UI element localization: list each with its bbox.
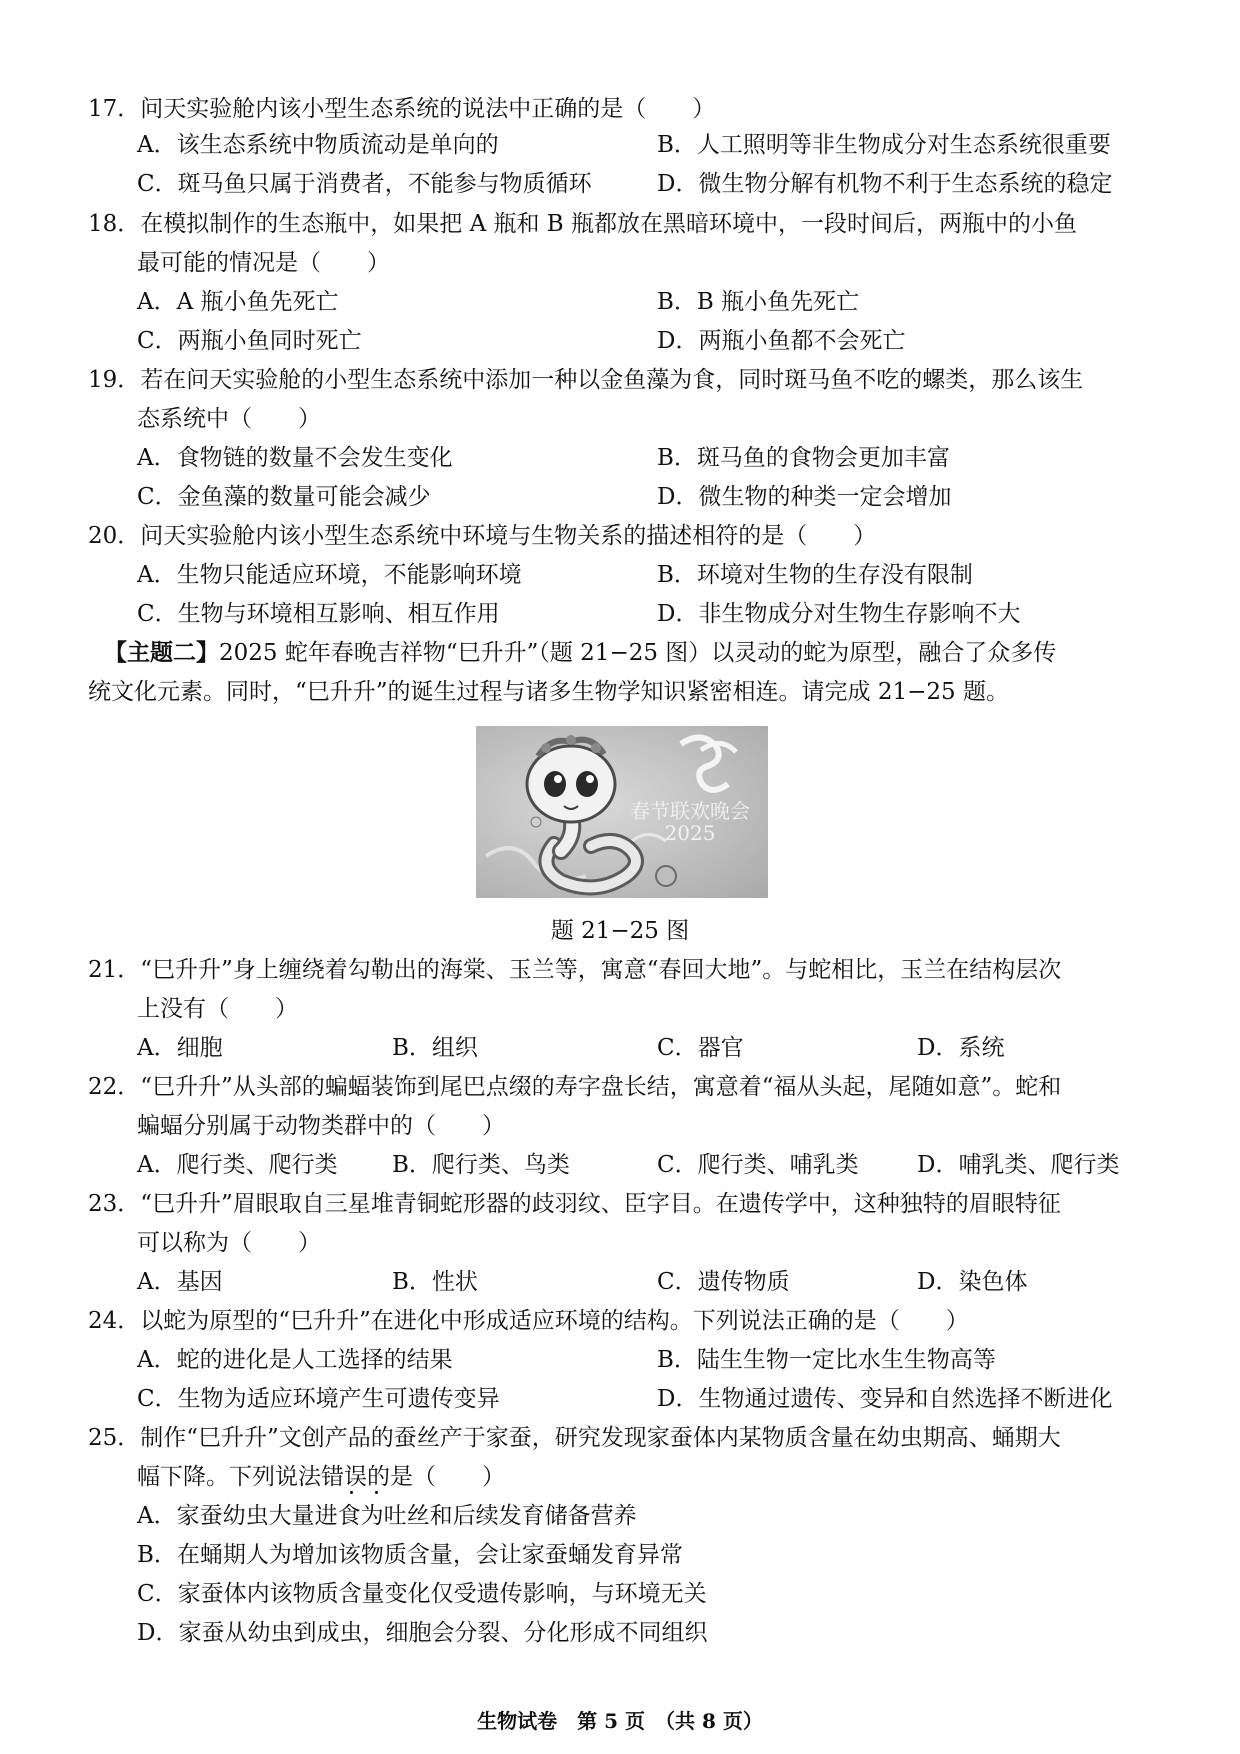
gala-watermark — [630, 800, 750, 844]
q22-stem-line2: 蝙蝠分别属于动物类群中的（ ） — [137, 1113, 505, 1139]
theme2-line1 — [104, 638, 1056, 668]
q20-option-c: C．生物与环境相互影响、相互作用 — [137, 601, 500, 627]
q21-option-c: C．器官 — [657, 1035, 744, 1061]
q21-option-a: A．细胞 — [137, 1035, 223, 1061]
mascot-figure — [476, 726, 768, 898]
q20-option-d: D．非生物成分对生物生存影响不大 — [657, 601, 1021, 627]
q18-option-a: A．A 瓶小鱼先死亡 — [137, 289, 339, 315]
figure-caption: 题 21−25 图 — [550, 918, 690, 944]
theme2-text1: 2025 蛇年春晚吉祥物“巳升升”（题 21−25 图）以灵动的蛇为原型，融合了众多传 — [219, 640, 1057, 666]
theme2-line2: 统文化元素。同时，“巳升升”的诞生过程与诸多生物学知识紧密相连。请完成 21−25 题。 — [88, 679, 1009, 705]
q25-option-b: B．在蛹期人为增加该物质含量，会让家蚕蛹发育异常 — [137, 1542, 683, 1568]
q22-option-c: C．爬行类、哺乳类 — [657, 1152, 859, 1178]
q24-option-c: C．生物为适应环境产生可遗传变异 — [137, 1386, 500, 1412]
q22-option-d: D．哺乳类、爬行类 — [917, 1152, 1120, 1178]
q17-option-a: A．该生态系统中物质流动是单向的 — [137, 132, 499, 158]
q21-stem-line2: 上没有（ ） — [137, 996, 298, 1022]
q22-option-a: A．爬行类、爬行类 — [137, 1152, 338, 1178]
q19-option-a: A．食物链的数量不会发生变化 — [137, 445, 453, 471]
q23-option-c: C．遗传物质 — [657, 1269, 790, 1295]
q18-option-c: C．两瓶小鱼同时死亡 — [137, 328, 362, 354]
emphasis-dot — [375, 1491, 378, 1494]
q17-stem: 17．问天实验舱内该小型生态系统的说法中正确的是（ ） — [88, 96, 716, 122]
q19-option-c: C．金鱼藻的数量可能会减少 — [137, 484, 431, 510]
q22-stem-line1: 22．“巳升升”从头部的蝙蝠装饰到尾巴点缀的寿字盘长结，寓意着“福从头起，尾随如意”。蛇和 — [88, 1074, 1062, 1100]
q18-option-d: D．两瓶小鱼都不会死亡 — [657, 328, 906, 354]
q20-stem: 20．问天实验舱内该小型生态系统中环境与生物关系的描述相符的是（ ） — [88, 523, 877, 549]
q19-option-b: B．斑马鱼的食物会更加丰富 — [657, 445, 950, 471]
q25-stem-line2: 幅下降。下列说法错误的是（ ） — [137, 1464, 505, 1490]
q25-option-a: A．家蚕幼虫大量进食为吐丝和后续发育储备营养 — [137, 1503, 637, 1529]
theme2-label: 【主题二】 — [104, 639, 219, 666]
q23-option-b: B．性状 — [392, 1269, 478, 1295]
q22-option-b: B．爬行类、鸟类 — [392, 1152, 570, 1178]
q24-option-b: B．陆生生物一定比水生生物高等 — [657, 1347, 996, 1373]
q19-stem-line2: 态系统中（ ） — [137, 406, 321, 432]
q18-stem-line1: 18．在模拟制作的生态瓶中，如果把 A 瓶和 B 瓶都放在黑暗环境中，一段时间后，两瓶中的小鱼 — [88, 211, 1078, 237]
q19-option-d: D．微生物的种类一定会增加 — [657, 484, 952, 510]
q17-option-c: C．斑马鱼只属于消费者，不能参与物质循环 — [137, 171, 592, 197]
q24-option-d: D．生物通过遗传、变异和自然选择不断进化 — [657, 1386, 1113, 1412]
q23-stem-line2: 可以称为（ ） — [137, 1230, 321, 1256]
q20-option-b: B．环境对生物的生存没有限制 — [657, 562, 973, 588]
watermark-title: 春节联欢晚会 — [630, 799, 750, 823]
q17-option-d: D．微生物分解有机物不利于生态系统的稳定 — [657, 171, 1113, 197]
q20-option-a: A．生物只能适应环境，不能影响环境 — [137, 562, 522, 588]
q25-stem-line1: 25．制作“巳升升”文创产品的蚕丝产于家蚕，研究发现家蚕体内某物质含量在幼虫期高、蛹期大 — [88, 1425, 1061, 1451]
q19-stem-line1: 19．若在问天实验舱的小型生态系统中添加一种以金鱼藻为食，同时斑马鱼不吃的螺类，那么该生 — [88, 367, 1084, 393]
watermark-year: 2025 — [664, 821, 716, 845]
q21-option-d: D．系统 — [917, 1035, 1005, 1061]
q21-stem-line1: 21．“巳升升”身上缠绕着勾勒出的海棠、玉兰等，寓意“春回大地”。与蛇相比，玉兰在结构层次 — [88, 957, 1062, 983]
q18-stem-line2: 最可能的情况是（ ） — [137, 250, 390, 276]
q17-option-b: B．人工照明等非生物成分对生态系统很重要 — [657, 132, 1111, 158]
q24-stem: 24．以蛇为原型的“巳升升”在进化中形成适应环境的结构。下列说法正确的是（ ） — [88, 1308, 969, 1334]
q23-stem-line1: 23．“巳升升”眉眼取自三星堆青铜蛇形器的歧羽纹、臣字目。在遗传学中，这种独特的眉眼特征 — [88, 1191, 1061, 1217]
q23-option-a: A．基因 — [137, 1269, 223, 1295]
q25-option-c: C．家蚕体内该物质含量变化仅受遗传影响，与环境无关 — [137, 1581, 707, 1607]
emphasis-dot — [350, 1491, 353, 1494]
q21-option-b: B．组织 — [392, 1035, 478, 1061]
page-footer: 生物试卷 第 5 页 （共 8 页） — [477, 1709, 763, 1733]
q18-option-b: B．B 瓶小鱼先死亡 — [657, 289, 860, 315]
q25-option-d: D．家蚕从幼虫到成虫，细胞会分裂、分化形成不同组织 — [137, 1620, 708, 1646]
q23-option-d: D．染色体 — [917, 1269, 1028, 1295]
q24-option-a: A．蛇的进化是人工选择的结果 — [137, 1347, 453, 1373]
